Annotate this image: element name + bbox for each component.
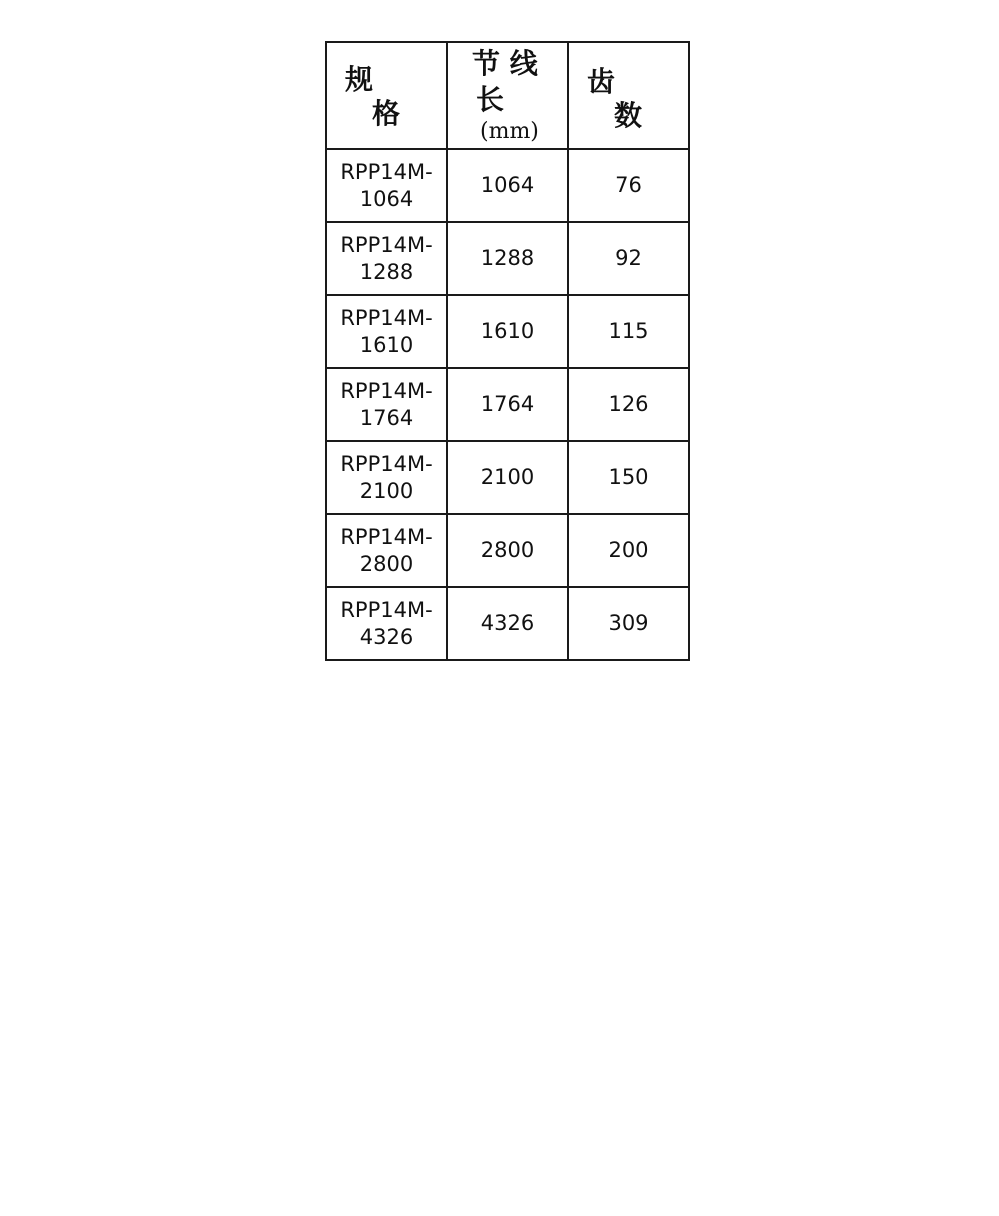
table-row (326, 222, 689, 295)
length-cell: 2100 (447, 441, 568, 514)
spec-cell: RPP14M- 1288 (326, 222, 447, 295)
length-cell: 2800 (447, 514, 568, 587)
header-length (447, 42, 568, 149)
header-spec-line-2: 格 (372, 97, 401, 130)
teeth-cell: 92 (568, 222, 689, 295)
header-teeth-line-1: 齿 (587, 65, 616, 98)
spec-cell: RPP14M- 1064 (326, 149, 447, 222)
spec-cell: RPP14M- 2100 (326, 441, 447, 514)
teeth-cell: 150 (568, 441, 689, 514)
teeth-cell: 200 (568, 514, 689, 587)
header-length-line-2: 长 (476, 83, 505, 116)
header-spec (326, 42, 447, 149)
spec-cell: RPP14M- 1764 (326, 368, 447, 441)
length-cell: 1288 (447, 222, 568, 295)
teeth-cell: 76 (568, 149, 689, 222)
table-row (326, 587, 689, 660)
header-teeth-line-2: 数 (614, 99, 643, 132)
table-row (326, 514, 689, 587)
teeth-cell: 126 (568, 368, 689, 441)
length-cell: 4326 (447, 587, 568, 660)
table-row (326, 295, 689, 368)
length-cell: 1610 (447, 295, 568, 368)
table-row (326, 368, 689, 441)
header-spec-line-1: 规 (345, 63, 374, 96)
header-length-unit: (mm) (480, 119, 539, 144)
length-cell: 1064 (447, 149, 568, 222)
teeth-cell: 115 (568, 295, 689, 368)
length-cell: 1764 (447, 368, 568, 441)
table-row (326, 441, 689, 514)
teeth-cell: 309 (568, 587, 689, 660)
spec-cell: RPP14M- 1610 (326, 295, 447, 368)
header-row (326, 42, 689, 149)
header-length-line-1: 节 线 (472, 47, 538, 80)
spec-cell: RPP14M- 4326 (326, 587, 447, 660)
header-teeth (568, 42, 689, 149)
spec-cell: RPP14M- 2800 (326, 514, 447, 587)
spec-table (325, 41, 690, 661)
table-row (326, 149, 689, 222)
